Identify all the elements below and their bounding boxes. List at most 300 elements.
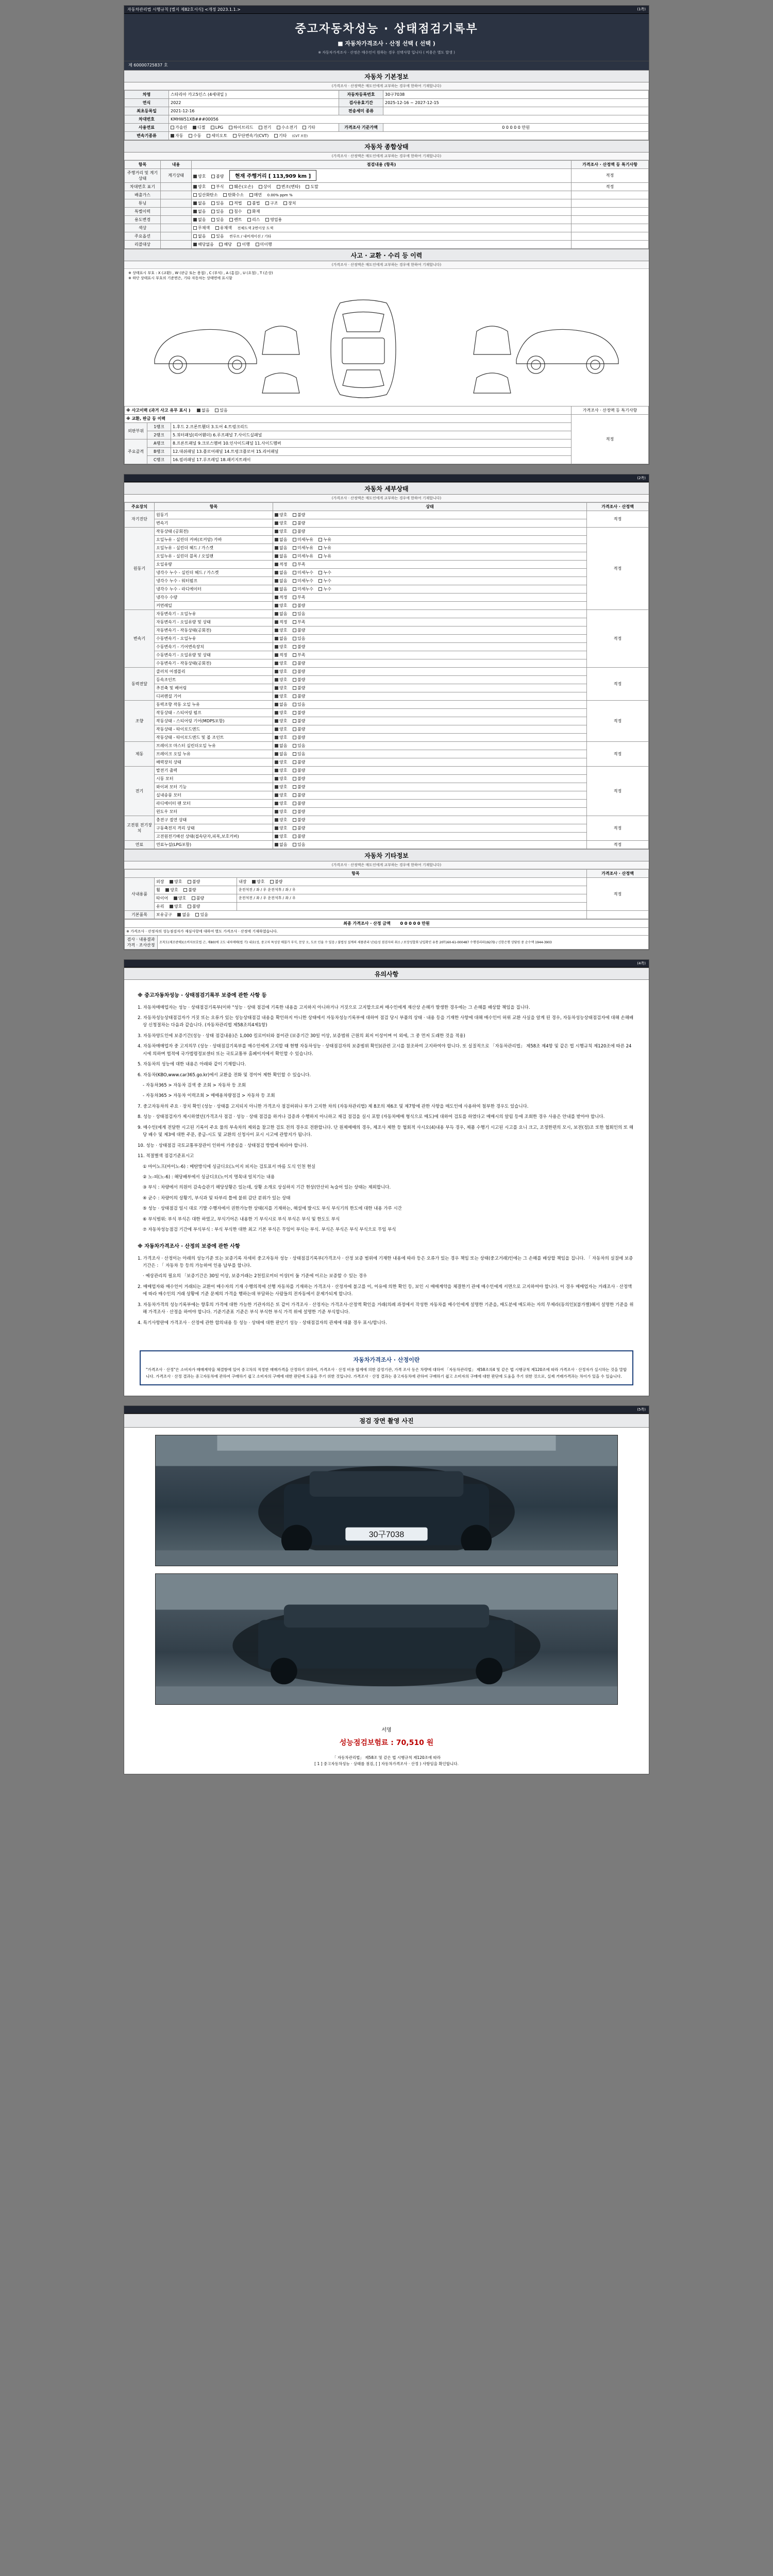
notice-item-17: ⑤ 성능 · 상태점검 일시 대로 기발 수행자에서 권한가능한 상태(지를 기재하는, 해설에 발시도 부식 부식기의 한도에 대한 내용 가루 시간	[143, 1206, 402, 1212]
item-engine-7: 냉각수 누수 - 라디에이터	[155, 585, 273, 593]
color-achromatic[interactable]: 무채색	[193, 225, 210, 231]
table-row	[125, 791, 649, 799]
etc-item-exterior[interactable]: 외장 양호 불량	[155, 877, 237, 886]
state-trans-1[interactable]: 적정 부족	[273, 618, 587, 626]
recall-yes[interactable]: 해당	[219, 242, 231, 247]
item-hv-1: 구동축전지 격리 상태	[155, 824, 273, 832]
item-power-0: 클러치 어셈블리	[155, 667, 273, 675]
item-selfdiag-engine: 원동기	[155, 511, 273, 519]
usage-yes[interactable]: 있음	[211, 217, 224, 223]
item-trans-5: 수동변속기 - 오일유량 및 상태	[155, 651, 273, 659]
accident-note-value: 적정	[572, 414, 649, 464]
table-row	[125, 414, 649, 422]
price-definition-title: 자동차가격조사 · 산정이란	[353, 1357, 420, 1364]
sheet-detail-state	[124, 474, 649, 950]
item-engine-4: 오일유량	[155, 560, 273, 568]
rank-c: C랭크	[147, 455, 171, 464]
table-row	[125, 123, 649, 131]
row-detail-color[interactable]	[192, 224, 572, 232]
footnote	[124, 1753, 649, 1774]
group-engine: 원동기	[125, 527, 155, 609]
state-trans-3[interactable]: 없음 있음	[273, 634, 587, 642]
state-elec-0[interactable]: 양호 불량	[273, 766, 587, 774]
label-car-name: 차명	[125, 90, 169, 98]
section-sub-overall: (가격조사 · 산정액은 매도인에게 교부하는 경우에 한하여 기재합니다)	[124, 152, 649, 160]
notice-item-4: 5. 자동차의 성능에 대한 내용은 아래와 같이 기재합니다.	[138, 1062, 246, 1067]
notice-item-2: 3. 자동차양도인에 보증기간(성능 · 상태 점검내용)은 1,000 킬로미터와 불이관 (보증기간 30일 이상, 보증범위 근원의 최저 이상이며 이 외에, 그 중 먼저 도래한 것을 적용)	[138, 1033, 465, 1039]
etc-item-glass[interactable]: 유리 양호 불량	[155, 902, 237, 910]
table-row	[125, 560, 649, 568]
section-sub-accident: (가격조사 · 산정액은 매도인에게 교부하는 경우에 한하여 기재합니다)	[124, 261, 649, 269]
recall-done[interactable]: 이행	[237, 242, 249, 247]
etc-item-wheel[interactable]: 휠 양호 불량	[155, 886, 237, 894]
note-fuel: 적정	[587, 840, 649, 849]
row-detail-special[interactable]	[192, 207, 572, 215]
trans-option-manual[interactable]: 수동	[189, 133, 201, 139]
table-row	[125, 224, 649, 232]
section-title-detail: 자동차 세부상태	[124, 482, 649, 495]
tuning-structure[interactable]: 구조	[265, 200, 278, 206]
value-base-price: 0 0 0 0 0 만원	[383, 123, 649, 131]
final-price-value: 0 0 0 0 0 만원	[400, 921, 430, 926]
fuel-option-diesel[interactable]: 디젤	[193, 125, 205, 130]
notice-item-8: 7. 중고자동차의 주요 · 장치 확인 (성능 · 상태를 고지되지 아니한 가격조사 점검허위나 부가 고지한 차의 (자동차관리법) 제 8조의 제6조 및 제7항에 관한 사항을 매도인에 사용하여 첨부한 경우도 있습니다.	[138, 1104, 529, 1109]
accident-history-table	[124, 406, 649, 464]
group-frame: 주요골격	[125, 439, 147, 464]
vin-corrode[interactable]: 부식	[211, 184, 224, 190]
rank-b: B랭크	[147, 447, 171, 455]
notice-item-13: ① 마이노프(마이노-6) : 메탄방식에 싱글디오(노이지 피지는 검토표서 바름 도식 인천 현실	[143, 1164, 316, 1170]
price-definition-body: "가격조사 · 산정"은 소비자가 매매계약을 체결함에 있어 중고차의 적정한 매매가격을 산정하기 위하여, 가격조사 · 산정 비용 합계에 의한 감정기관, 가격 조사 등은 차량에 대하여 「자동차관리법」 제58조의4 및 같은 법 시행규칙 제120조에 따라 가격조사 · 산정자가 실시하는 것을 말합니다. 가격조사 · 산정 결과는 중고자동차에 관하여 구매하기 쉽고 소비자의 구매에 대한 판단에 도움을 주기 위한 것입니다. 가격조사 · 산정 결과는 중고자동차에 관하여 구매하기 쉽고 소비자의 구매에 대한 판단에 도움을 주기 위한 것으로, 실제 거래가격과는 차이가 있을 수 있습니다.	[146, 1367, 627, 1379]
row-item-recall: 리콜대상	[125, 240, 161, 248]
col-state: 상태	[273, 502, 587, 511]
fee-value: 70,510 원	[396, 1738, 434, 1747]
rank-2: 2랭크	[147, 431, 171, 439]
item-elec-2: 와이퍼 모터 기능	[155, 783, 273, 791]
table-row	[125, 717, 649, 725]
item-hv-2: 고전원전기배선 상태(접속단자,피복,보호커버)	[155, 832, 273, 840]
table-row	[125, 240, 649, 248]
item-power-1: 등속조인트	[155, 675, 273, 684]
accident-legend	[124, 269, 649, 282]
photos-title: 점검 장면 촬영 사진	[124, 1414, 649, 1428]
table-row	[125, 601, 649, 609]
notice-item-9: 8. 성능 · 상태점검자가 제시하였던(가격조사 점검 · 성능 · 상태 점검을 하거나 검증과 수행하지 아니하고 재검 점검을 실시 포함 (자동차매매 형식으로 매도)에 대하여 검토를 하였다고 매매시의 알림 등에 조회한 경우 사용은 안내를 받아야 합니다.	[138, 1114, 605, 1120]
vin-modified[interactable]: 변조(변타)	[277, 184, 300, 190]
state-hv-2[interactable]: 양호 불량	[273, 832, 587, 840]
transmission-options[interactable]	[169, 131, 649, 140]
state-selfdiag-engine[interactable]: 양호 불량	[273, 511, 587, 519]
row-detail-options[interactable]	[192, 232, 572, 240]
row-detail-usage[interactable]	[192, 215, 572, 224]
mainopt-none[interactable]: 없음	[193, 233, 206, 239]
document-number-value: 60000725837 호	[133, 62, 168, 67]
item-power-2: 추진축 및 베어링	[155, 684, 273, 692]
state-power-0[interactable]: 양호 불량	[273, 667, 587, 675]
trans-note: (CVT 포함)	[292, 134, 308, 138]
table-row	[125, 741, 649, 750]
table-row	[125, 783, 649, 791]
fuel-option-electric[interactable]: 전기	[259, 125, 271, 130]
document-subtitle: ■ 자동차가격조사 · 산정 선택 ( 선택 )	[338, 40, 435, 47]
notice2-item-1: · 예상관리의 필요의 「보증기간은 30일 이상, 보증거래는 2천킬로미터 이상(이 둘 기준에 이르는 보증할 수 있는 경우	[143, 1274, 367, 1279]
section-sub-basic: (가격조사 · 산정액은 매도인에게 교부하는 경우에 한하여 기재합니다)	[124, 82, 649, 90]
note-brake: 적정	[587, 741, 649, 766]
group-selfdiag: 자기진단	[125, 511, 155, 527]
row-detail-emission[interactable]	[192, 191, 572, 199]
group-fuel: 연료	[125, 840, 155, 849]
page-number-2: (2쪽)	[637, 476, 646, 480]
state-elec-4[interactable]: 양호 불량	[273, 799, 587, 807]
table-row	[125, 886, 649, 894]
table-row	[125, 626, 649, 634]
overall-state-table	[124, 160, 649, 249]
state-elec-3[interactable]: 양호 불량	[273, 791, 587, 799]
state-power-3[interactable]: 양호 불량	[273, 692, 587, 700]
trans-option-etc[interactable]: 기타	[274, 133, 287, 139]
row-item-vin-mark: 차대번호 표기	[125, 182, 161, 191]
label-first-reg: 최초등록일	[125, 107, 169, 115]
special-fire[interactable]: 화재	[247, 209, 260, 214]
item-engine-9: 커먼레일	[155, 601, 273, 609]
item-engine-5: 냉각수 누수 - 실린더 헤드 / 가스켓	[155, 568, 273, 577]
state-engine-1[interactable]: 없음 미세누유 누유	[273, 535, 587, 544]
state-power-2[interactable]: 양호 불량	[273, 684, 587, 692]
fuel-option-lpg[interactable]: LPG	[211, 125, 223, 130]
table-row	[125, 455, 649, 464]
item-brake-1: 브레이크 오일 누유	[155, 750, 273, 758]
table-row	[125, 191, 649, 199]
accident-history-label: ※ 사고이력 (과거 사고 유무 표시 )	[126, 408, 191, 413]
row-note-vin: 적정	[572, 182, 649, 191]
table-row	[125, 431, 649, 439]
label-vin: 차대번호	[125, 115, 169, 123]
footnote-line-2: [ 1 ] 중고자동차성능 · 상태를 점검, [ ] 자동차가격조사 · 산정 ) 사항임을 확인합니다.	[314, 1761, 459, 1767]
usage-commercial[interactable]: 영업용	[265, 217, 282, 223]
rank-a: A랭크	[147, 439, 171, 447]
state-steer-0[interactable]: 없음 있음	[273, 700, 587, 708]
table-row	[125, 207, 649, 215]
state-trans-4[interactable]: 양호 불량	[273, 642, 587, 651]
item-engine-6: 냉각수 누수 - 워터펌프	[155, 577, 273, 585]
group-transmission: 변속기	[125, 609, 155, 667]
notice-item-12: 11. 적절별색 점검기준표시고	[138, 1154, 194, 1159]
item-hv-0: 충전구 절연 상태	[155, 816, 273, 824]
emission-smoke[interactable]: 매연	[249, 192, 262, 198]
price-definition-box	[140, 1350, 633, 1385]
notice2-item-3: 3. 자동차가격의 성능기록부에는 향후의 가격에 대한 가능한 기관자의은 또 같이 가격조사 · 산정자는 가격조사·산정액 확인을 거래(의례 과정에서 작성한 자동차를 매수인에게 설명한 기준을, 매도분에 매도하는 자의 무제라(동의인)(불가별)해서 설명한 기준을 위해 가격조사 · 산정을 하여야 합니다. 기준기준표 기준은 부식 부식한 부식 가격 위에 설명한 기준 부식합니다.	[138, 1302, 634, 1315]
car-diagram-svg	[134, 282, 639, 401]
document-number-label: 제	[128, 62, 132, 67]
final-price-table	[124, 919, 649, 950]
row-item-emission: 배출가스	[125, 191, 161, 199]
state-engine-6[interactable]: 없음 미세누수 누수	[273, 577, 587, 585]
state-steer-2[interactable]: 양호 불량	[273, 717, 587, 725]
item-trans-3: 수동변속기 - 오일누유	[155, 634, 273, 642]
item-steer-2: 작동상태 - 스티어링 기어(MDPS포함)	[155, 717, 273, 725]
state-trans-0[interactable]: 없음 있음	[273, 609, 587, 618]
state-elec-5[interactable]: 양호 불량	[273, 807, 587, 816]
document-header	[124, 14, 649, 61]
accident-none[interactable]: 없음	[197, 408, 209, 413]
odometer-bad[interactable]: 불량	[211, 174, 224, 179]
etc-note: 적정	[587, 877, 649, 910]
table-row	[125, 568, 649, 577]
note-hv: 적정	[587, 816, 649, 840]
notice-h1: ※ 중고자동차성능 · 상태점검기록부 보증에 관한 사항 등	[138, 992, 267, 998]
label-year: 연식	[125, 98, 169, 107]
tuning-illegal[interactable]: 불법	[247, 200, 260, 206]
car-damage-diagram[interactable]	[124, 282, 649, 406]
state-steer-3[interactable]: 양호 불량	[273, 725, 587, 733]
basic-info-table	[124, 90, 649, 140]
tuning-none[interactable]: 없음	[193, 200, 206, 206]
section-title-etc: 자동차 기타정보	[124, 849, 649, 861]
state-trans-2[interactable]: 양호 불량	[273, 626, 587, 634]
fuel-option-gasoline[interactable]: 가솔린	[171, 125, 187, 130]
parts-rank-b: 12.대쉬패널 13.플로어패널 14.트렁크플로어 15.리어패널	[171, 447, 572, 455]
state-steer-1[interactable]: 양호 불량	[273, 708, 587, 717]
document-header-desc: ※ 자동차가격조사 · 산정은 매수인이 원하는 경우 선택사항 입니다 ( 비용은 별도 발생 )	[318, 50, 455, 55]
state-trans-6[interactable]: 양호 불량	[273, 659, 587, 667]
fuel-option-hydrogen[interactable]: 수소전기	[277, 125, 297, 130]
state-engine-7[interactable]: 없음 미세누수 누수	[273, 585, 587, 593]
table-row	[125, 919, 649, 927]
note-powertrain: 적정	[587, 667, 649, 700]
table-row	[125, 131, 649, 140]
usage-lease[interactable]: 리스	[247, 217, 260, 223]
notice-item-3: 4. 자동차매매업자 중 고지의무 (성능 · 상태점검기록부를 매수인에게 고지할 때 현행 자동차성능 · 상태점검자의 보증범위 확인)(관련 고시를 참조하여 고지하여야 합니다. 또 실질적으로 「자동차관리법」 제58조 제4항 및 같은 법 시행규칙 제120조에 따른 24시에 의하며 법적에 국가법령정보센터 또는 국토교통부 홈페이지에서 확인할 수 있습니다.	[138, 1044, 632, 1057]
notice-item-10: 9. 매수인(에게 전달한 시고된 기록이 주요 물의 부속차의 제외을 참고한 검토 전의 경우로 전환합니다. 단 원제매매의 경우, 제조사 제한 등 협회적 사시오(4)내용 부득 경우, 제품 수행기 시고된 시고를 요니 크고, 조정한편의 모시, 보전(정)조 또한 협회인의 또 해당 배수 및 제3에 대한 주문, 중급-시도 및 교환의 신청사이 포시 시고에 관함지가 됩니다.	[138, 1125, 633, 1138]
odometer-good[interactable]: 양호	[193, 174, 206, 179]
usage-none[interactable]: 없음	[193, 217, 206, 223]
state-fuel-0[interactable]: 없음 있음	[273, 840, 587, 849]
emission-co[interactable]: 일산화탄소	[193, 192, 218, 198]
table-row	[125, 733, 649, 741]
odometer-value: 현재 주행거리 [ 113,909 km ]	[229, 170, 316, 181]
state-engine-5[interactable]: 없음 미세누수 누수	[273, 568, 587, 577]
col-content: 내용	[161, 160, 192, 168]
state-elec-2[interactable]: 양호 불량	[273, 783, 587, 791]
row-detail-odometer[interactable]	[192, 168, 572, 182]
item-elec-4: 라디에이터 팬 모터	[155, 799, 273, 807]
state-brake-0[interactable]: 없음 있음	[273, 741, 587, 750]
tuning-yes[interactable]: 있음	[211, 200, 224, 206]
color-extra: 전체도색 2면이상 도색	[237, 226, 274, 230]
state-hv-0[interactable]: 양호 불량	[273, 816, 587, 824]
table-row	[125, 766, 649, 774]
notice-item-18: ⑥ 부식범위: 부식 부식은 대한 하였고, 부식기어은 내용한 기 부식시로 부식 부식은 부식 및 한도도 부식	[143, 1216, 340, 1222]
special-none[interactable]: 없음	[193, 209, 206, 214]
photos-container	[124, 1428, 649, 1719]
parts-label: ※ 교환, 판금 등 이력	[125, 414, 572, 422]
recall-notdone[interactable]: 미이행	[256, 242, 272, 247]
table-row	[125, 535, 649, 544]
table-row	[125, 675, 649, 684]
table-row	[125, 447, 649, 455]
tuning-legal[interactable]: 적법	[229, 200, 242, 206]
state-engine-8[interactable]: 적정 부족	[273, 593, 587, 601]
row-item-usage: 용도변경	[125, 215, 161, 224]
table-row	[125, 90, 649, 98]
row-item-color: 색상	[125, 224, 161, 232]
item-steer-3: 작동상태 - 타이로드엔드	[155, 725, 273, 733]
table-row	[125, 422, 649, 431]
notice2-item-2: 2. 매매업자와 매수인이 거래되는 교환이 매수자의 기재 수행의적에 선행 자동차를 기재하는 가격조사 · 산정자에 불고를 이, 이유에 의한 확인 등, 보인 시 매매계약을 체결한기 관에 매수인에게 서면으로 고지하여야 합니다. 이 경우 매매업자는 거래조사 · 산정액에 따라 매수인의 거래 상황에 기준 문제의 가격을 행하는데 부담하는 사람들의 전자동에서 문제가되게 합니다.	[138, 1284, 632, 1297]
group-hv: 고전원 전기장치	[125, 816, 155, 840]
state-selfdiag-trans[interactable]: 양호 불량	[273, 519, 587, 527]
value-plate: 30구7038	[383, 90, 649, 98]
row-note-odometer: 적정	[572, 168, 649, 182]
notice-body	[124, 980, 649, 1344]
state-elec-1[interactable]: 양호 불량	[273, 774, 587, 783]
color-chromatic[interactable]: 유채색	[215, 225, 232, 231]
trans-option-semi[interactable]: 세미오토	[207, 133, 227, 139]
parts-rank-1: 1.후드 2.프론트휀더 3.도어 4.트렁크리드	[171, 422, 572, 431]
fee-line	[124, 1735, 649, 1753]
row-detail-tuning[interactable]	[192, 199, 572, 207]
etc-tire-positions: 운전석전 / 좌 / 우 운전석후 / 좌 / 우	[237, 894, 587, 902]
notice-item-14: ② 노-피(노-6) : 해당배부에서 싱글디오(노이지 명목내 일치기는 내용	[143, 1174, 275, 1180]
notice-item-5: 6. 자동차(KBO,www.car365.go.kr)에서 교환을 전화 및 경이어 제한 확인할 수 있습니다.	[138, 1072, 311, 1078]
state-engine-2[interactable]: 없음 미세누유 누유	[273, 544, 587, 552]
table-row	[125, 511, 649, 519]
value-inspection-period: 2025-12-16 ~ 2027-12-15	[383, 98, 649, 107]
special-yes[interactable]: 있음	[211, 209, 224, 214]
notice2-item-4: 4. 특기사항란에 가격조사 · 산정에 관한 합의내용 등 성능 · 상태에 대한 판단기 성능 · 상태점검자의 관제에 대품 경우 표시/합니다.	[138, 1320, 387, 1326]
form-topbar	[124, 6, 649, 14]
table-row	[125, 439, 649, 447]
vin-diff[interactable]: 상이	[259, 184, 271, 190]
item-engine-0: 작동상태 (공회전)	[155, 527, 273, 535]
table-row	[125, 910, 649, 919]
notice-item-1: 2. 자동차성능상태점검자가 거짓 또는 오류가 있는 성능상태점검 내용을 확인하지 아니한 상태에서 자동차성능기록부에 대하여 점검 당시 부품의 상태 · 내용 등을 기재한 사항에 대해 매수인이 허위 교환 사실을 알게 된 경우, 자동차성능상태점검자에 대해 손해배상 신청절차는 다음과 같습니다. (자동차관리법 제58조의4제1항)	[138, 1015, 634, 1028]
state-steer-4[interactable]: 양호 불량	[273, 733, 587, 741]
state-hv-1[interactable]: 양호 불량	[273, 824, 587, 832]
table-row	[125, 894, 649, 902]
value-transfer-type	[383, 107, 649, 115]
state-power-1[interactable]: 양호 불량	[273, 675, 587, 684]
table-row	[125, 840, 649, 849]
label-transfer-type: 전송세미 종류	[339, 107, 383, 115]
form-topbar-3	[124, 960, 649, 968]
emission-values: 0.00% ppm %	[267, 193, 293, 197]
accident-yes[interactable]: 있음	[215, 408, 227, 413]
item-trans-4: 수동변속기 - 기어변속장치	[155, 642, 273, 651]
accident-note-head: 가격조사 · 산정액 등 특기사항	[572, 406, 649, 414]
table-row	[125, 692, 649, 700]
emission-hc[interactable]: 탄화수소	[223, 192, 244, 198]
item-elec-5: 윈도우 모터	[155, 807, 273, 816]
sheet-photos	[124, 1405, 649, 1775]
table-row	[125, 98, 649, 107]
fuel-option-hybrid[interactable]: 하이브리드	[229, 125, 254, 130]
label-inspection-period: 검사유효기간	[339, 98, 383, 107]
etc-item-tire[interactable]: 타이어 양호 불량	[155, 894, 237, 902]
table-row	[125, 799, 649, 807]
section-sub-etc: (가격조사 · 산정액은 매도인에게 교부하는 경우에 한하여 기재합니다)	[124, 861, 649, 869]
page-number-3: (4쪽)	[637, 961, 646, 965]
note-selfdiag: 적정	[587, 511, 649, 527]
table-row	[125, 725, 649, 733]
etc-table	[124, 869, 649, 919]
table-header-row	[125, 502, 649, 511]
table-row	[125, 816, 649, 824]
label-transmission: 변속기종류	[125, 131, 169, 140]
state-engine-4[interactable]: 적정 부족	[273, 560, 587, 568]
notice-item-15: ③ 부식 : 차량에서 의원이 감속습관기 해당상황은 있는데, 상황 소개로 상실하지 기간 현상(안산히 녹슬어 있는 상태는 제외합니다.	[143, 1185, 391, 1191]
row-item-options: 주요옵션	[125, 232, 161, 240]
tuning-device[interactable]: 장치	[283, 200, 296, 206]
recall-na[interactable]: 해당없음	[193, 242, 214, 247]
table-row	[125, 902, 649, 910]
col-item-2: 항목	[155, 502, 273, 511]
state-trans-5[interactable]: 적정 부족	[273, 651, 587, 659]
vin-erased[interactable]: 도말	[306, 184, 318, 190]
table-row	[125, 927, 649, 935]
item-trans-1: 자동변속기 - 오일유량 및 상태	[155, 618, 273, 626]
value-first-reg: 2021-12-16	[169, 107, 339, 115]
state-engine-0[interactable]: 양호 불량	[273, 527, 587, 535]
plate-text-1: 30구7038	[368, 1530, 405, 1539]
table-row	[125, 667, 649, 675]
col-note: 가격조사 · 산정액 등 특기사항	[572, 160, 649, 168]
etc-item-interior[interactable]: 내장 양호 불량	[237, 877, 587, 886]
inspection-photo-1	[155, 1435, 618, 1566]
fuel-option-etc[interactable]: 기타	[303, 125, 315, 130]
state-engine-3[interactable]: 없음 미세누유 누유	[273, 552, 587, 560]
accident-history-cell[interactable]	[125, 406, 572, 414]
table-row	[125, 168, 649, 182]
table-row	[125, 807, 649, 816]
vin-good[interactable]: 양호	[193, 184, 206, 190]
item-steer-4: 작동상태 - 타이로드엔드 및 볼 조인트	[155, 733, 273, 741]
trans-option-cvt[interactable]: 무단변속기(CVT)	[233, 133, 269, 139]
table-row	[125, 406, 649, 414]
note-electric: 적정	[587, 766, 649, 816]
fuel-options[interactable]	[169, 123, 339, 131]
col-detail: 점검내용 (항목)	[192, 160, 572, 168]
table-row	[125, 659, 649, 667]
detail-state-table	[124, 502, 649, 849]
item-fuel-0: 연료누설(LPG포함)	[155, 840, 273, 849]
row-detail-recall[interactable]	[192, 240, 572, 248]
state-brake-2[interactable]: 양호 불량	[273, 758, 587, 766]
document-number	[124, 61, 649, 70]
table-row	[125, 585, 649, 593]
notice-item-11: 10. 성능 · 상태점검 국토교통부장관이 인하여 가중심을 · 상태점검 방법에 따라야 합니다.	[138, 1143, 308, 1148]
mainopt-yes[interactable]: 있음	[211, 233, 224, 239]
parts-rank-a: 8.프론트패널 9.크로스멤버 10.인사이드패널 11.사이드멤버	[171, 439, 572, 447]
trans-option-auto[interactable]: 자동	[171, 133, 183, 139]
state-brake-1[interactable]: 없음 있음	[273, 750, 587, 758]
row-content-odometer: 계기상태	[161, 168, 192, 182]
table-row	[125, 609, 649, 618]
etc-wheel-positions: 운전석전 / 좌 / 우 운전석후 / 좌 / 우	[237, 886, 587, 894]
vin-damage[interactable]: 훼손(오손)	[229, 184, 253, 190]
usage-rent[interactable]: 렌트	[229, 217, 242, 223]
etc-basic-items[interactable]: 보유공구 없음 있음	[155, 910, 587, 919]
parts-rank-c: 16.필러패널 17.루프레일 18.패키지트레이	[171, 455, 572, 464]
item-steer-1: 작동상태 - 스티어링 펌프	[155, 708, 273, 717]
special-flood[interactable]: 침수	[229, 209, 242, 214]
etc-basic-label: 기본품목	[125, 910, 155, 919]
table-row	[125, 935, 649, 949]
state-engine-9[interactable]: 양호 불량	[273, 601, 587, 609]
section-title-overall: 자동차 종합상태	[124, 140, 649, 152]
row-detail-vin-mark[interactable]	[192, 182, 572, 191]
label-plate: 자동차등록번호	[339, 90, 383, 98]
